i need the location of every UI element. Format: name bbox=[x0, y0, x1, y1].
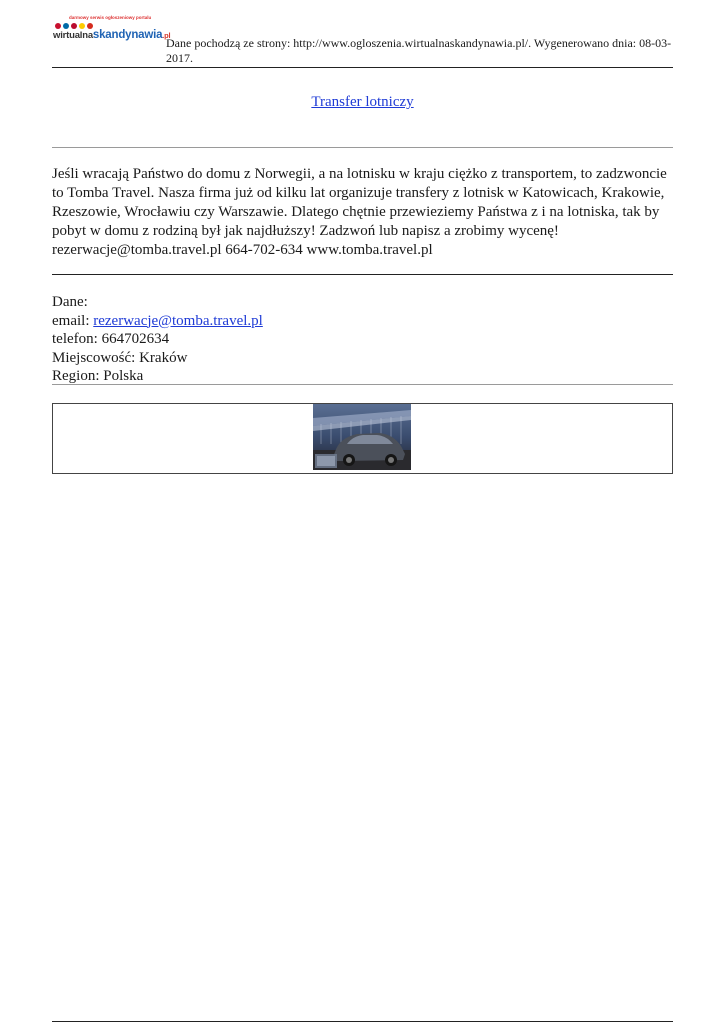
region-row bbox=[52, 367, 673, 386]
contact-details bbox=[52, 293, 673, 386]
title-divider bbox=[52, 147, 673, 148]
header-divider bbox=[52, 67, 673, 68]
phone-label: telefon: bbox=[52, 331, 98, 347]
logo-tagline: darmowy serwis ogłoszeniowy portalu bbox=[69, 15, 152, 20]
listing-description: Jeśli wracają Państwo do domu z Norwegii, a na lotnisku w kraju ciężko z transportem, to zadzwoncie to Tomba Travel. Nasza firma już od kilku lat organizuje transfery z lotnisk w Katowicach, Krakowie, Rzeszowie, Wrocławiu czy Warszawie. Dlatego chętnie przewieziemy Państwa z i na lotniska, tak by pobyt w domu z rodziną był jak najdłuższy! Zadzwoń lub napisz a zrobimy wycenę! rezerwacje@tomba.travel.pl 664-702-634 www.tomba.travel.pl bbox=[52, 166, 667, 258]
city-value: Kraków bbox=[139, 349, 188, 366]
image-frame bbox=[52, 403, 673, 474]
logo-brand-part2: skandynawia bbox=[92, 29, 163, 41]
logo-brand-part3: .pl bbox=[162, 31, 171, 40]
phone-value: 664702634 bbox=[101, 331, 170, 347]
listing-title bbox=[52, 94, 673, 111]
site-logo bbox=[53, 15, 171, 45]
details-heading: Dane: bbox=[52, 294, 88, 310]
phone-row bbox=[52, 330, 673, 349]
city-label: Miejscowość: bbox=[52, 349, 136, 366]
city-row bbox=[52, 349, 673, 368]
logo-brand-part1: wirtualna bbox=[53, 30, 93, 41]
region-label: Region: bbox=[52, 368, 100, 384]
email-label: email: bbox=[52, 312, 90, 329]
car-photo-icon bbox=[313, 404, 411, 470]
description-divider bbox=[52, 274, 673, 275]
source-note: Dane pochodzą ze strony: http://www.ogloszenia.wirtualnaskandynawia.pl/. Wygenerowano dnia: 08-03-2017. bbox=[166, 36, 672, 65]
email-row bbox=[52, 312, 673, 331]
listing-title-link[interactable]: Transfer lotniczy bbox=[311, 94, 414, 110]
footer-divider bbox=[52, 1021, 673, 1022]
email-link[interactable]: rezerwacje@tomba.travel.pl bbox=[93, 312, 263, 329]
listing-photo[interactable] bbox=[313, 404, 411, 470]
details-divider bbox=[52, 384, 673, 385]
logo-wordmark bbox=[53, 29, 170, 41]
region-value: Polska bbox=[103, 368, 144, 384]
